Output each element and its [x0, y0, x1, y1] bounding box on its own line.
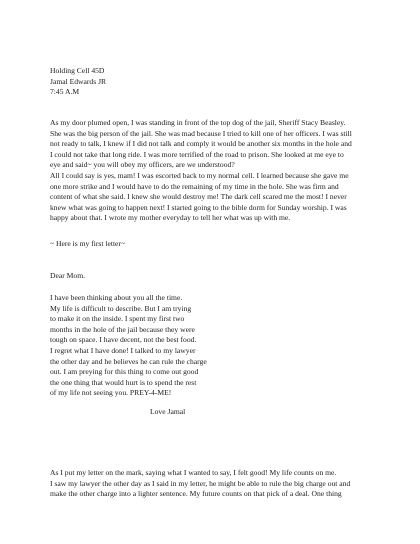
salutation	[50, 271, 398, 282]
narrative-paragraph-1	[50, 118, 398, 224]
text-line: not ready to talk, I knew if I did not talk and comply it would be another six months in the hole and	[50, 139, 352, 149]
letter-line: out. I am preying for this thing to come out good	[50, 367, 199, 377]
letter-intro-text: ~ Here is my first letter~	[50, 239, 126, 248]
header-line: Holding Cell 45D	[50, 66, 105, 75]
letter-line: the other day and he believes he can rule the charge	[50, 356, 207, 366]
signoff-text: Love Jamal	[150, 407, 186, 416]
letter-line: the one thing that would hurt is to spend the rest	[50, 377, 197, 387]
letter-line: months in the hole of the jail because they were	[50, 324, 195, 334]
text-line: She was the big person of the jail. She was mad because I tried to kill one of her officers. I was still	[50, 128, 352, 138]
salutation-text: Dear Mom.	[50, 271, 86, 280]
text-line: All I could say is yes, mam! I was escorted back to my normal cell. I learned because she gave me	[50, 170, 349, 180]
letter-header	[50, 66, 398, 98]
letter-line: I have been thinking about you all the time.	[50, 293, 183, 302]
letter-intro	[50, 239, 398, 250]
text-line: make the other charge into a lighter sentence. My future counts on that pick of a deal. One thing	[50, 489, 342, 499]
text-line: content of what she said. I knew she would destroy me! The dark cell scared me the most! I never	[50, 192, 347, 202]
narrative-paragraph-2	[50, 468, 398, 500]
text-line: As my door plumed open, I was standing in front of the top dog of the jail, Sheriff Stacy Beasley.	[50, 118, 346, 127]
text-line: one more strike and I would have to do the remaining of my time in the hole. She was firm and	[50, 181, 339, 191]
header-line: Jamal Edwards JR	[50, 76, 107, 86]
text-line: eye and said~ you will obey my officers, are we understood?	[50, 160, 235, 170]
letter-body	[50, 293, 398, 399]
signoff	[150, 407, 185, 418]
text-line: I could not take that long ride. I was more terrified of the road to prison. She looked at me eye to	[50, 149, 344, 159]
text-line: I saw my lawyer the other day as I said in my letter, he might be able to rule the big charge out and	[50, 478, 351, 488]
text-line: knew what was going to happen next! I started going to the bible dorm for Sunday worship. I was	[50, 202, 347, 212]
text-line: happy about that. I wrote my mother everyday to tell her what was up with me.	[50, 213, 291, 223]
header-line: 7:45 A.M	[50, 87, 80, 97]
letter-line: tough on space. I have decent, not the best food.	[50, 335, 197, 345]
letter-line: to make it on the inside. I spent my first two	[50, 314, 185, 324]
text-line: As I put my letter on the mark, saying what I wanted to say, I felt good! My life counts on me.	[50, 468, 337, 477]
letter-line: of my life not seeing you. PREY-4-ME!	[50, 388, 172, 398]
letter-line: My life is difficult to describe. But I am trying	[50, 303, 192, 313]
letter-line: I regret what I have done! I talked to my lawyer	[50, 345, 196, 355]
